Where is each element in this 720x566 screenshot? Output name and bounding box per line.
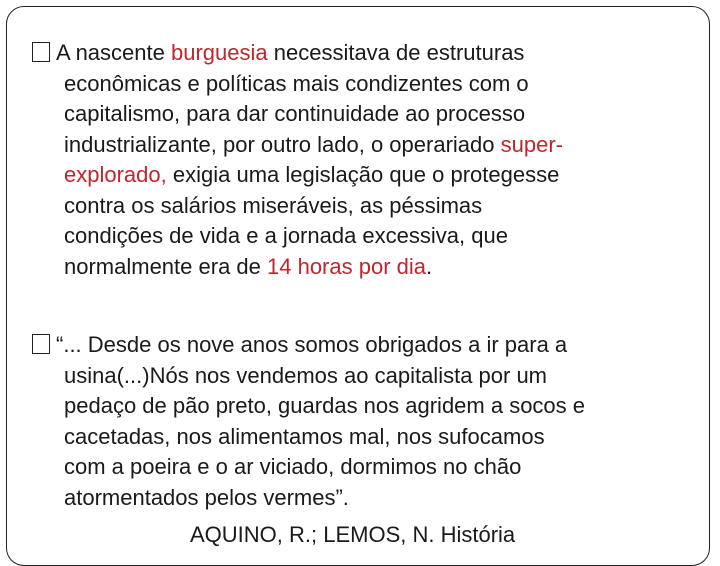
paragraph-line: cacetadas, nos alimentamos mal, nos sufocamos [64, 423, 545, 449]
paragraph-burguesia [32, 38, 692, 282]
paragraph-quote [32, 330, 692, 513]
paragraph-line: explorado, exigia uma legislação que o protegesse [64, 162, 560, 187]
paragraph-line: contra os salários miseráveis, as péssimas [64, 192, 483, 218]
highlight-burguesia: burguesia [170, 40, 268, 65]
paragraph-line: econômicas e políticas mais condizentes com o [64, 70, 529, 96]
bullet-box-icon [32, 42, 50, 62]
citation-text: AQUINO, R.; LEMOS, N. História [190, 522, 516, 547]
paragraph-line: usina(...)Nós nos vendemos ao capitalista por um [64, 362, 548, 388]
paragraph-line: pedaço de pão preto, guardas nos agridem a socos e [64, 393, 586, 418]
paragraph-line: condições de vida e a jornada excessiva, que [64, 223, 508, 248]
paragraph-line: capitalismo, para dar continuidade ao processo [64, 101, 526, 126]
paragraph-line: industrializante, por outro lado, o operariado super- [64, 131, 563, 157]
bullet-box-icon [32, 334, 50, 354]
paragraph-line: atormentados pelos vermes”. [64, 484, 349, 510]
paragraph-line: “... Desde os nove anos somos obrigados a ir para a [32, 330, 692, 361]
highlight-14-horas: 14 horas por dia [267, 253, 426, 279]
paragraph-line: A nascente burguesia necessitava de estruturas [32, 38, 692, 69]
paragraph-line: normalmente era de 14 horas por dia. [64, 253, 433, 279]
paragraph-line: com a poeira e o ar viciado, dormimos no chão [64, 454, 522, 479]
highlight-super: super- [500, 131, 563, 157]
highlight-explorado: explorado, [64, 162, 167, 187]
